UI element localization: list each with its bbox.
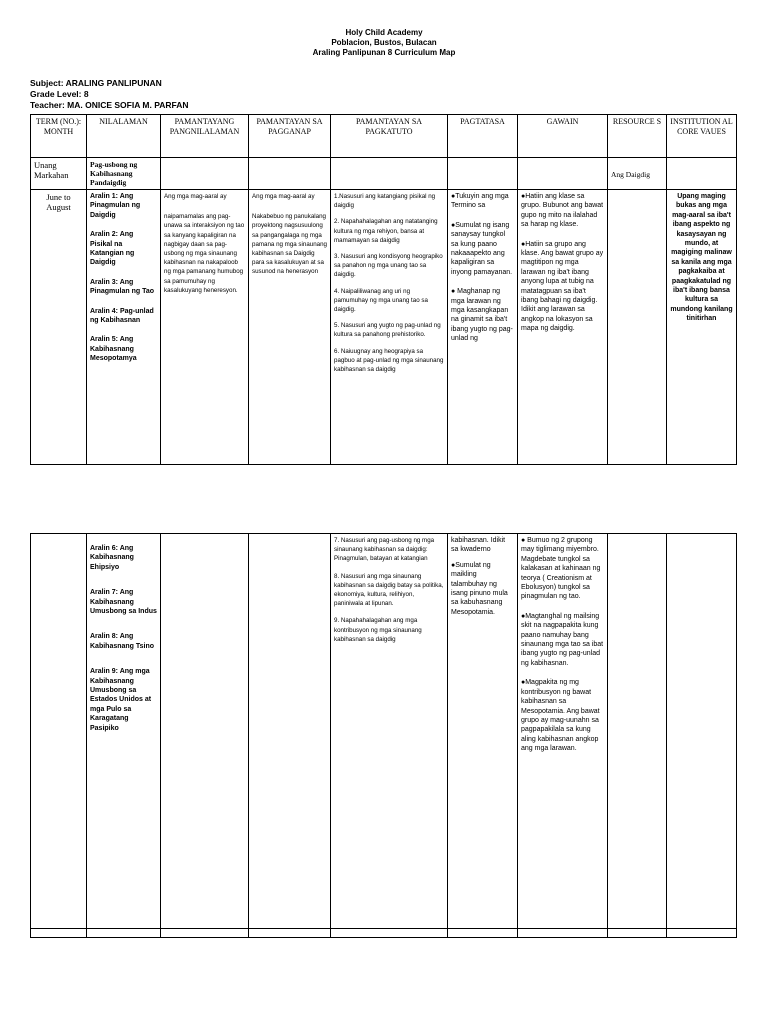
empty-cell xyxy=(518,158,608,190)
document-header xyxy=(0,28,768,58)
list-item: 9. Napahahalagahan ang mga kontribusyon ng mga sinaunang kabihasnan sa daigdig xyxy=(334,617,422,643)
gawain-cell xyxy=(518,534,608,929)
col-pagtatasa: PAGTATASA xyxy=(448,115,518,158)
term-cell: Unang Markahan xyxy=(31,158,87,190)
list-item: ●Tukuyin ang mga Termino sa xyxy=(451,193,509,210)
empty-cell xyxy=(87,929,161,938)
list-item: 5. Nasusuri ang yugto ng pag-unlad ng kultura sa panahong prehistoriko. xyxy=(334,322,441,339)
document-meta xyxy=(30,78,189,111)
list-item: Aralin 1: Ang Pinagmulan ng Daigdig xyxy=(90,193,141,219)
list-item: 3. Nasusuri ang kondisyong heograpiko sa panahon ng mga unang tao sa daigdig. xyxy=(334,253,443,279)
list-item: ●Hatiin sa grupo ang klase. Ang bawat grupo ay magtitipon ng mga larawan ng iba't ibang anyong lupa at tubig na matatagpuan sa iba't ibang bahagi ng daigdig. Idikit ang larawan sa angkop na lokasyon sa mapa ng daigdig. xyxy=(521,240,604,333)
term-cell: June to August xyxy=(31,190,87,465)
pamantayan-sa-pagkatuto-cell xyxy=(331,534,448,929)
col-pamantayan-sa-pagganap: PAMANTAYAN SA PAGGANAP xyxy=(249,115,331,158)
core-values-cell: Upang maging bukas ang mga mag-aaral sa iba't ibang aspekto ng kasaysayan ng mundo, at magiging malinaw sa kanila ang mga pagkakaiba at paagkakatulad ng iba't ibang bansa kultura sa mundong kanilang tinitirhan xyxy=(667,190,737,465)
list-item: ● Bumuo ng 2 grupong may tiglimang miyembro. Magdebate tungkol sa kalakasan at kahinaan ng teorya ( Creationism at Ebolusyon) tungkol sa pinagmulan ng tao. xyxy=(521,537,601,601)
list-item: ●Magtanghal ng mailsing skit na nagpapakita kung paano namuhay bang sinaunang mga tao sa ibat ibang yugto ng pag-unlad ng kabihasnan. xyxy=(521,612,604,667)
curriculum-table-page-2 xyxy=(30,533,737,938)
empty-cell xyxy=(31,534,87,929)
school-name: Holy Child Academy xyxy=(345,28,423,37)
empty-cell xyxy=(331,929,448,938)
list-item: Aralin 7: Ang Kabihasnang Umusbong sa Indus xyxy=(90,589,157,616)
empty-cell xyxy=(667,158,737,190)
list-item: Aralin 3: Ang Pinagmulan ng Tao xyxy=(90,278,155,296)
empty-cell xyxy=(608,929,667,938)
empty-cell xyxy=(249,929,331,938)
pamantayang-pangnilalaman-cell xyxy=(161,190,249,465)
list-item: 1.Nasusuri ang katangiang pisikal ng daigdig xyxy=(334,193,436,210)
pamantayan-sa-pagkatuto-cell xyxy=(331,190,448,465)
table-row xyxy=(31,929,737,938)
col-pamantayan-sa-pagkatuto: PAMANTAYAN SA PAGKATUTO xyxy=(331,115,448,158)
col-gawain: GAWAIN xyxy=(518,115,608,158)
list-item: Aralin 4: Pag-unlad ng Kabihasnan xyxy=(90,307,154,325)
empty-cell xyxy=(161,534,249,929)
list-item: ● Maghanap ng mga larawan ng mga kasangkapan na ginamit sa iba't ibang yugto ng pag-unlad ng xyxy=(451,288,513,343)
school-address: Poblacion, Bustos, Bulacan xyxy=(331,38,437,47)
table-row xyxy=(31,190,737,465)
empty-cell xyxy=(161,158,249,190)
teacher-line: Teacher: MA. ONICE SOFIA M. PARFAN xyxy=(30,100,189,110)
empty-cell xyxy=(608,534,667,929)
text-paragraph: Ang mga mag-aaral ay xyxy=(252,193,315,200)
list-item: kabihasnan. Idikit sa kwaderno xyxy=(451,537,506,554)
list-item: ●Magpakita ng mg kontribusyon ng bawat kabihasnan sa Mesopotamia. Ang bawat grupo ay mag-uunahn sa pagpapakilala sa kung aling kabihasnan angkop ang mga larawan. xyxy=(521,679,600,753)
gawain-cell xyxy=(518,190,608,465)
empty-cell xyxy=(249,534,331,929)
empty-cell xyxy=(161,929,249,938)
empty-cell xyxy=(249,158,331,190)
empty-cell xyxy=(608,190,667,465)
empty-cell xyxy=(518,929,608,938)
list-item: ●Sumulat ng isang sanaysay tungkol sa kung paano nakaaapekto ang kapaligiran sa inyong pamayanan. xyxy=(451,221,513,276)
text-paragraph: Nakabebuo ng panukalang proyektong nagsusuulong sa pangangalaga ng mga pamana ng mga sinaunang kabihasnan sa Daigdig para sa kasalukuyan at sa susunod na henerasyon xyxy=(252,213,327,276)
pagtatasa-cell xyxy=(448,190,518,465)
table-header-row xyxy=(31,115,737,158)
subject-line: Subject: ARALING PANLIPUNAN xyxy=(30,78,162,88)
nilalaman-cell: Pag-usbong ng Kabihasnang Pandaigdig xyxy=(87,158,161,190)
list-item: Aralin 6: Ang Kabihasnang Ehipsiyo xyxy=(90,545,134,571)
curriculum-table-page-1 xyxy=(30,114,737,465)
empty-cell xyxy=(667,534,737,929)
list-item: 8. Nasusuri ang mga sinaunang kabihasnan sa daigdig batay sa politika, ekonomiya, kultura, relihiyon, paniniwala at lipunan. xyxy=(334,572,444,608)
list-item: Aralin 5: Ang Kabihasnang Mesopotamya xyxy=(90,336,137,363)
resources-cell: Ang Daigdig xyxy=(608,158,667,190)
aralin-list-cell xyxy=(87,534,161,929)
document-title: Araling Panlipunan 8 Curriculum Map xyxy=(312,48,456,57)
list-item: ●Hatiin ang klase sa grupo. Bubunot ang bawat gupo ng mito na ilalahad sa harap ng klase. xyxy=(521,193,604,229)
table-row xyxy=(31,534,737,929)
col-resources: RESOURCE S xyxy=(608,115,667,158)
list-item: 7. Nasusuri ang pag-usbong ng mga sinaunang kabihasnan sa daigdig: Pinagmulan, batayan at katangian xyxy=(334,537,435,563)
list-item: 4. Naipaliliwanag ang uri ng pamumuhay ng mga unang tao sa daigdig. xyxy=(334,287,428,314)
list-item: 2. Napahahalagahan ang natatanging kultura ng mga rehiyon, bansa at mamamayan sa daigdig xyxy=(334,218,438,244)
col-nilalaman: NILALAMAN xyxy=(87,115,161,158)
col-core-values: INSTITUTION AL CORE VAUES xyxy=(667,115,737,158)
empty-cell xyxy=(331,158,448,190)
grade-line: Grade Level: 8 xyxy=(30,89,89,99)
col-pamantayang-pangnilalaman: PAMANTAYANG PANGNILALAMAN xyxy=(161,115,249,158)
text-paragraph: naipamamalas ang pag- unawa sa interaksiyon ng tao sa kanyang kapaligiran na nagbigay daan sa pag-usbong ng mga sinaunang kabihasnan na nakapaloob ng mga pamanang humubog sa pamumuhay ng kasalukuyang heneresyon. xyxy=(164,213,245,294)
pagtatasa-cell xyxy=(448,534,518,929)
col-term: TERM (NO.): MONTH xyxy=(31,115,87,158)
empty-cell xyxy=(448,158,518,190)
list-item: Aralin 2: Ang Pisikal na Katangian ng Daigdig xyxy=(90,231,135,267)
empty-cell xyxy=(31,929,87,938)
aralin-list-cell xyxy=(87,190,161,465)
table-row xyxy=(31,158,737,190)
text-paragraph: Ang mga mag-aaral ay xyxy=(164,193,227,200)
list-item: 6. Naiuugnay ang heograpiya sa pagbuo at pag-unlad ng mga sinaunang kabihasnan sa daigdig xyxy=(334,347,444,374)
list-item: Aralin 9: Ang mga Kabihasnang Umusbong sa Estados Unidos at mga Pulo sa Karagatang Pasipiko xyxy=(90,668,152,732)
pamantayan-sa-pagganap-cell xyxy=(249,190,331,465)
list-item: ●Sumulat ng maikling talambuhay ng isang pinuno mula sa kabuhasnang Mesopotamia. xyxy=(451,561,508,616)
empty-cell xyxy=(448,929,518,938)
empty-cell xyxy=(667,929,737,938)
list-item: Aralin 8: Ang Kabihasnang Tsino xyxy=(90,633,155,650)
